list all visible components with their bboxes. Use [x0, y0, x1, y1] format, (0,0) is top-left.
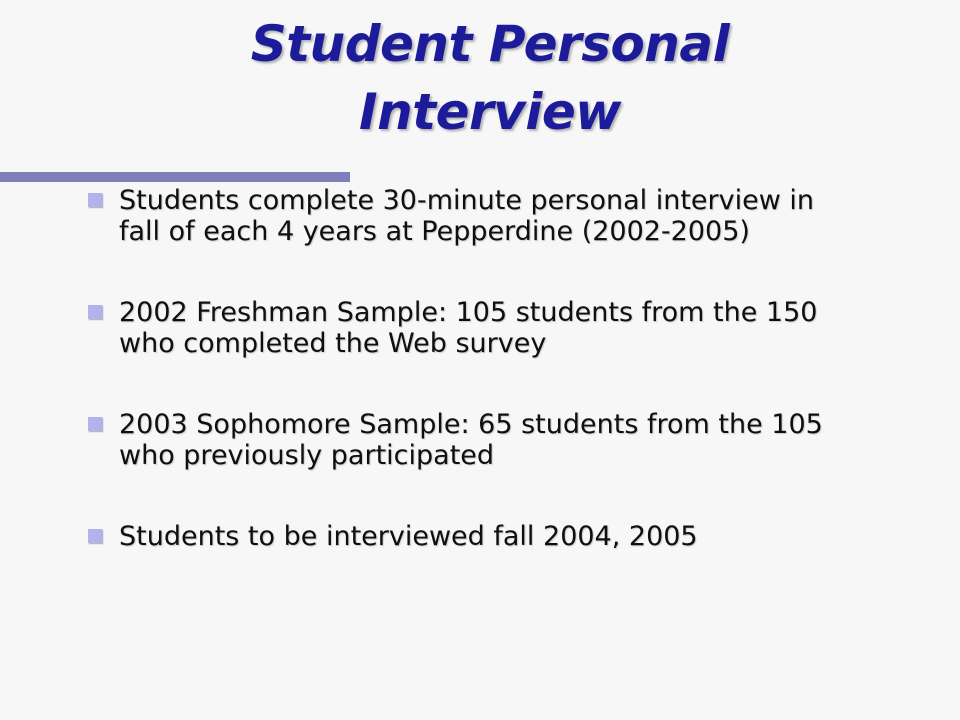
bullet-item-4 [88, 521, 908, 552]
bullet-item-1 [88, 185, 908, 247]
bullet-3-line-2: who previously participated [119, 440, 495, 471]
square-bullet-icon [88, 529, 102, 543]
bullet-item-2 [88, 297, 908, 359]
title-line-2: Interview [358, 83, 621, 141]
bullet-4-line-1: Students to be interviewed fall 2004, 2005 [119, 521, 698, 552]
square-bullet-icon [88, 193, 102, 207]
page-title [190, 10, 790, 146]
bullet-2-line-2: who completed the Web survey [119, 328, 547, 359]
title-line-1: Student Personal [250, 15, 730, 73]
bullet-1-line-2: fall of each 4 years at Pepperdine (2002-2005) [119, 216, 750, 247]
bullet-list [88, 185, 908, 552]
square-bullet-icon [88, 417, 102, 431]
square-bullet-icon [88, 305, 102, 319]
bullet-3-line-1: 2003 Sophomore Sample: 65 students from the 105 [119, 409, 823, 440]
bullet-item-3 [88, 409, 908, 471]
bullet-1-line-1: Students complete 30-minute personal interview in [119, 185, 814, 216]
title-underline-divider [0, 172, 350, 182]
bullet-2-line-1: 2002 Freshman Sample: 105 students from the 150 [119, 297, 818, 328]
